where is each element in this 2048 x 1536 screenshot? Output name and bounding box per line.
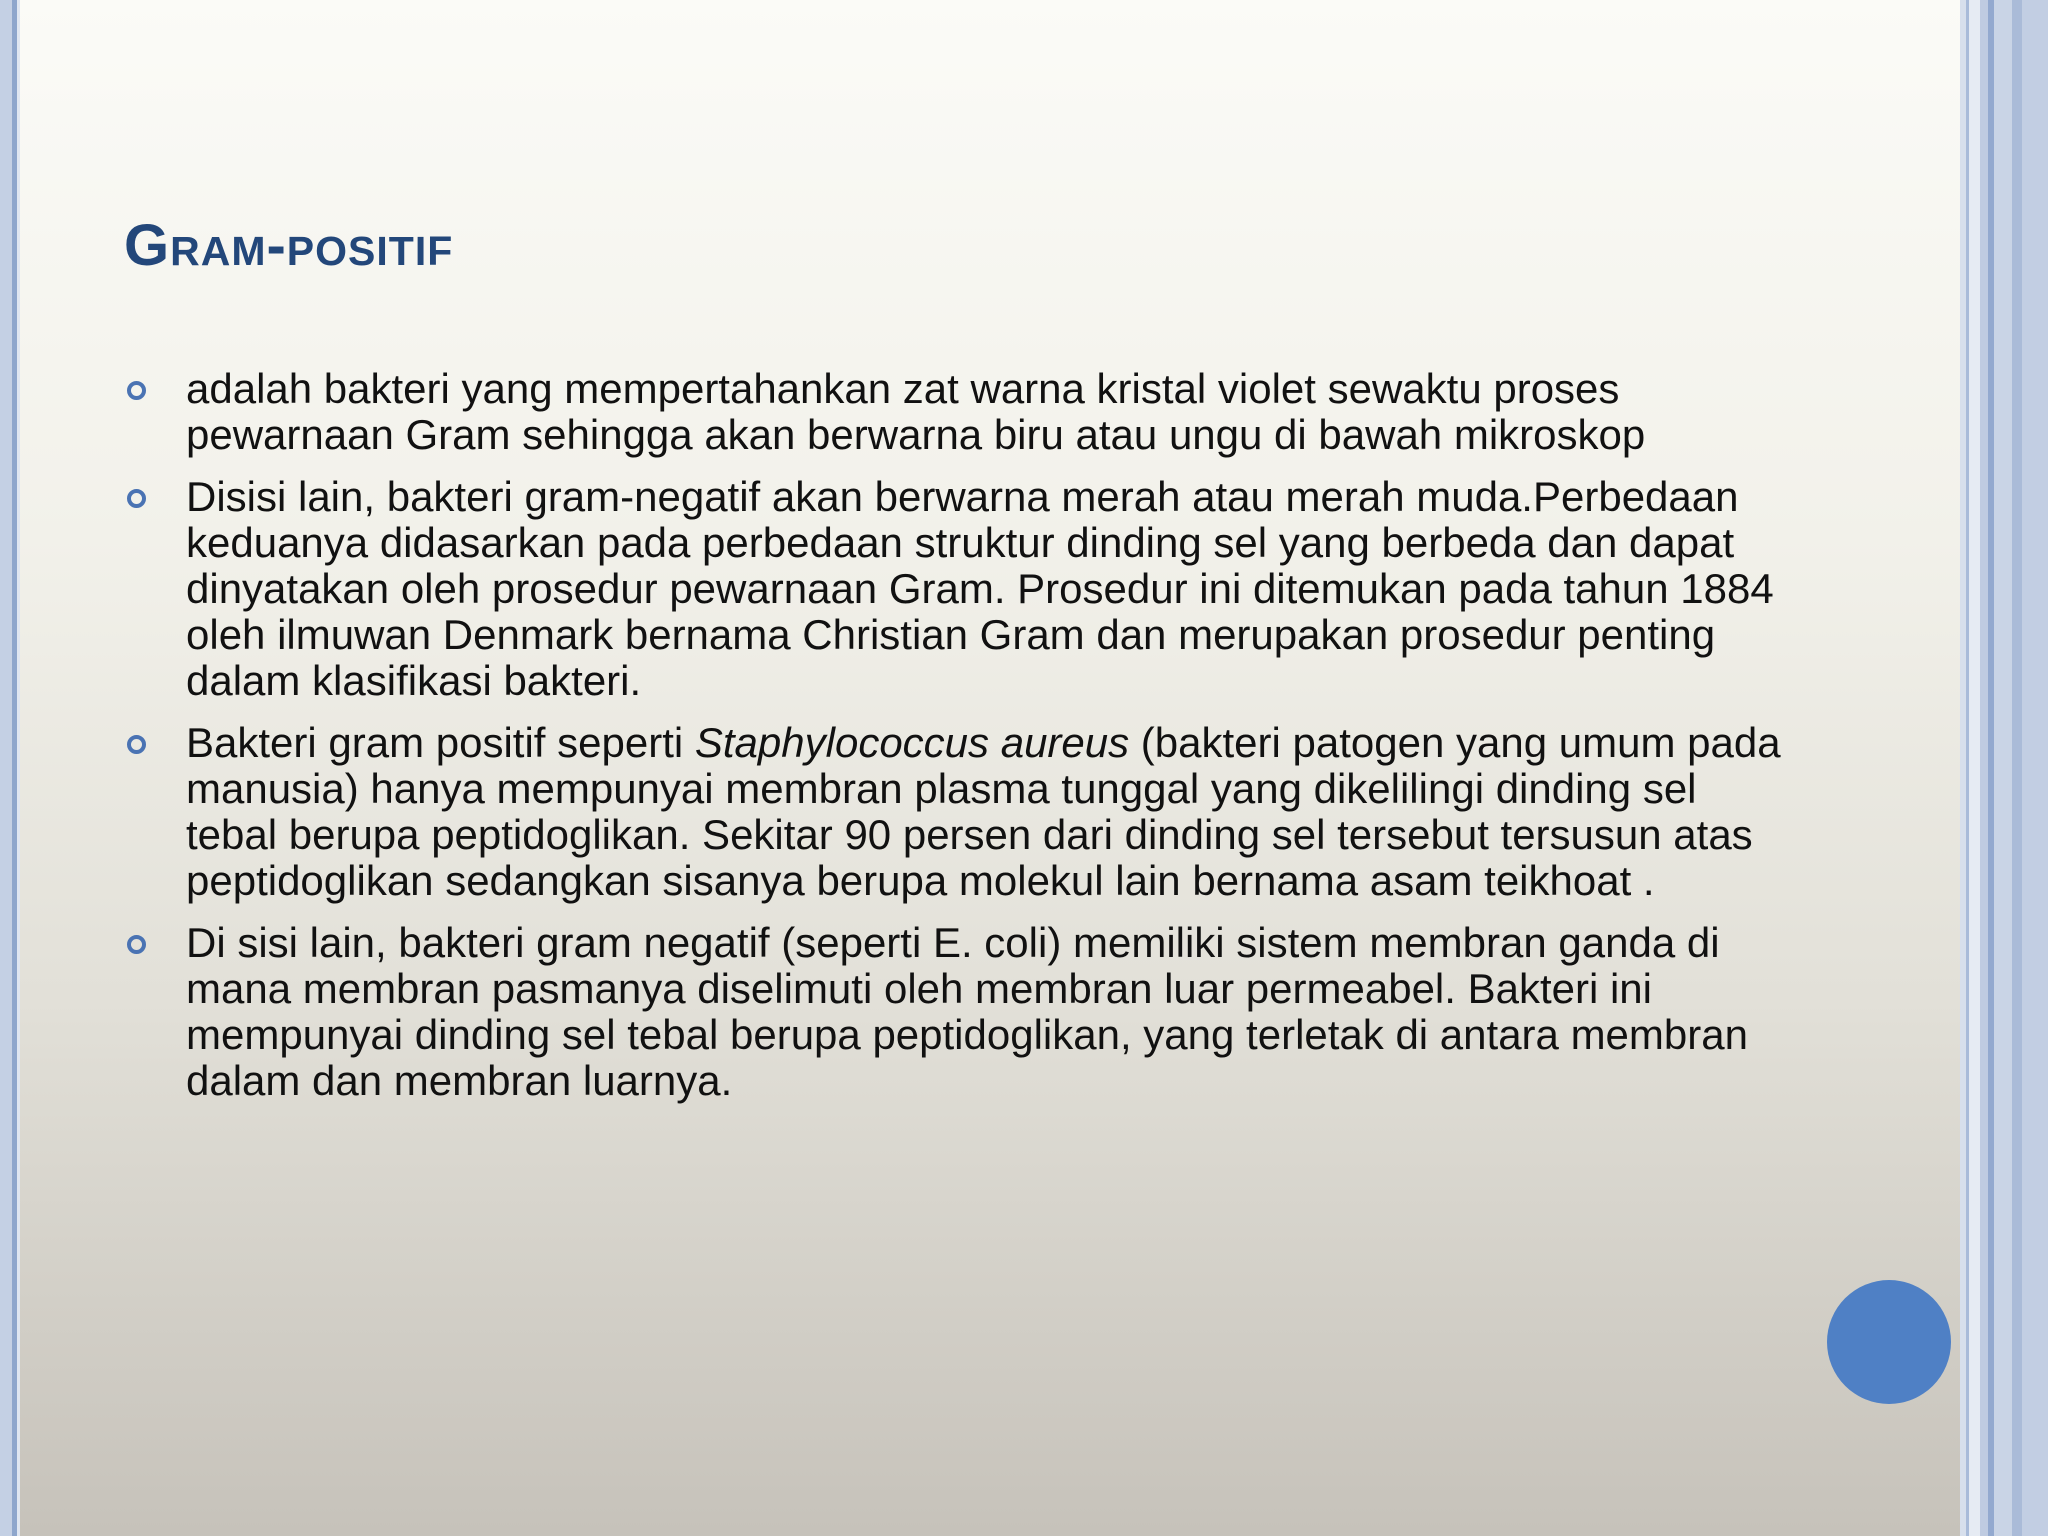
bullet-text: Di sisi lain, bakteri gram negatif (seperti E. coli) memiliki sistem membran ganda di mana membran pasmanya diselimuti oleh membran luar permeabel. Bakteri ini mempunyai dinding sel tebal berupa peptidoglikan, yang terletak di antara membran dalam dan membran luarnya. [186,919,1748,1104]
decorative-circle [1827,1280,1951,1404]
bullet-circle-icon [127,489,146,508]
bullet-item [124,366,1784,458]
bullet-text: adalah bakteri yang mempertahankan zat warna kristal violet sewaktu proses pewarnaan Gram sehingga akan berwarna biru atau ungu di bawah mikroskop [186,365,1646,458]
bullet-text: Disisi lain, bakteri gram-negatif akan berwarna merah atau merah muda.Perbedaan keduanya didasarkan pada perbedaan struktur dinding sel yang berbeda dan dapat dinyatakan oleh prosedur pewarnaan Gram. Prosedur ini ditemukan pada tahun 1884 oleh ilmuwan Denmark bernama Christian Gram dan merupakan prosedur penting dalam klasifikasi bakteri. [186,473,1774,704]
bullet-circle-icon [127,735,146,754]
right-frame-stripes [1960,0,2048,1536]
left-frame-stripe [0,0,12,1536]
slide-title: Gram-positif [124,213,454,278]
bullet-circle-icon [127,935,146,954]
species-name: Staphylococcus aureus [694,719,1130,766]
left-frame-stripe [17,0,20,1536]
bullet-item [124,474,1784,704]
bullet-item [124,720,1784,904]
bullet-text-before: Bakteri gram positif seperti [186,719,695,766]
bullet-circle-icon [127,381,146,400]
bullet-item [124,920,1784,1104]
bullet-list [124,366,1784,1120]
bullet-text-after: (bakteri patogen yang umum pada manusia) hanya mempunyai membran plasma tunggal yang dikelilingi dinding sel tebal berupa peptidoglikan. Sekitar 90 persen dari dinding sel tersebut tersusun atas peptidoglikan sedangkan sisanya berupa molekul lain bernama asam teikhoat . [186,719,1781,904]
